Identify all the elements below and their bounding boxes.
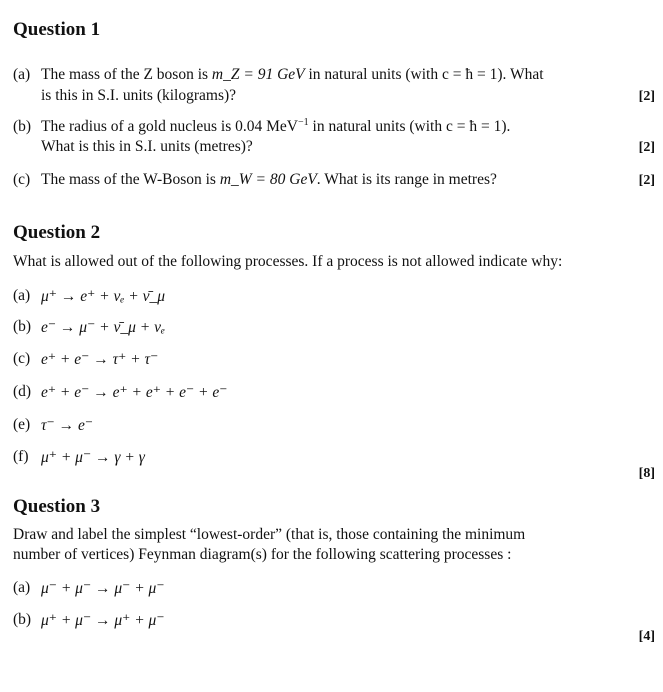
question-1-title: Question 1 — [13, 19, 101, 40]
q2f-process: μ⁺ + μ⁻ → γ + γ — [41, 449, 145, 466]
q1b-line2: What is this in S.I. units (metres)? — [41, 138, 253, 155]
q3b-process: μ⁺ + μ⁻ → μ⁺ + μ⁻ — [41, 612, 165, 629]
question-3-title: Question 3 — [13, 496, 101, 517]
q2c-process: e⁺ + e⁻ → τ⁺ + τ⁻ — [41, 351, 159, 368]
q3-mark: [4] — [638, 629, 655, 644]
q2d-process: e⁺ + e⁻ → e⁺ + e⁺ + e⁻ + e⁻ — [41, 384, 228, 401]
q1b-line1: The radius of a gold nucleus is 0.04 MeV$^{-1}$ in natural units (with c = ħ = 1). — [41, 116, 511, 135]
q3-intro-line1: Draw and label the simplest “lowest-order” (that is, those containing the minimum — [13, 526, 526, 543]
q2e-label: (e) — [13, 416, 31, 433]
q2-intro: What is allowed out of the following processes. If a process is not allowed indicate why: — [13, 253, 563, 270]
q3-intro-line2: number of vertices) Feynman diagram(s) for the following scattering processes : — [13, 546, 512, 563]
q1c-line1: The mass of the W-Boson is m_W = 80 GeV. What is its range in metres? — [41, 171, 497, 188]
q2f-label: (f) — [13, 448, 29, 465]
question-2-title: Question 2 — [13, 222, 101, 243]
q1b-mark: [2] — [638, 140, 655, 155]
q1b-label: (b) — [13, 118, 32, 135]
q1a-mark: [2] — [638, 89, 655, 104]
q2-mark: [8] — [638, 466, 655, 481]
q3a-process: μ⁻ + μ⁻ → μ⁻ + μ⁻ — [41, 580, 165, 597]
q1c-mark: [2] — [638, 173, 655, 188]
q2c-label: (c) — [13, 350, 31, 367]
q2a-label: (a) — [13, 287, 31, 304]
q3a-label: (a) — [13, 579, 31, 596]
q1a-label: (a) — [13, 66, 31, 83]
q1c-label: (c) — [13, 171, 31, 188]
q3b-label: (b) — [13, 611, 32, 628]
q2a-process: μ⁺ → e⁺ + νₑ + ν̄_μ — [41, 288, 166, 305]
q2b-label: (b) — [13, 318, 32, 335]
q2e-process: τ⁻ → e⁻ — [41, 417, 94, 434]
q2d-label: (d) — [13, 383, 32, 400]
q1a-line2: is this in S.I. units (kilograms)? — [41, 87, 237, 104]
q1a-line1: The mass of the Z boson is m_Z = 91 GeV in natural units (with c = ħ = 1). What — [41, 66, 544, 83]
q2b-process: e⁻ → μ⁻ + ν̄_μ + νₑ — [41, 319, 166, 336]
